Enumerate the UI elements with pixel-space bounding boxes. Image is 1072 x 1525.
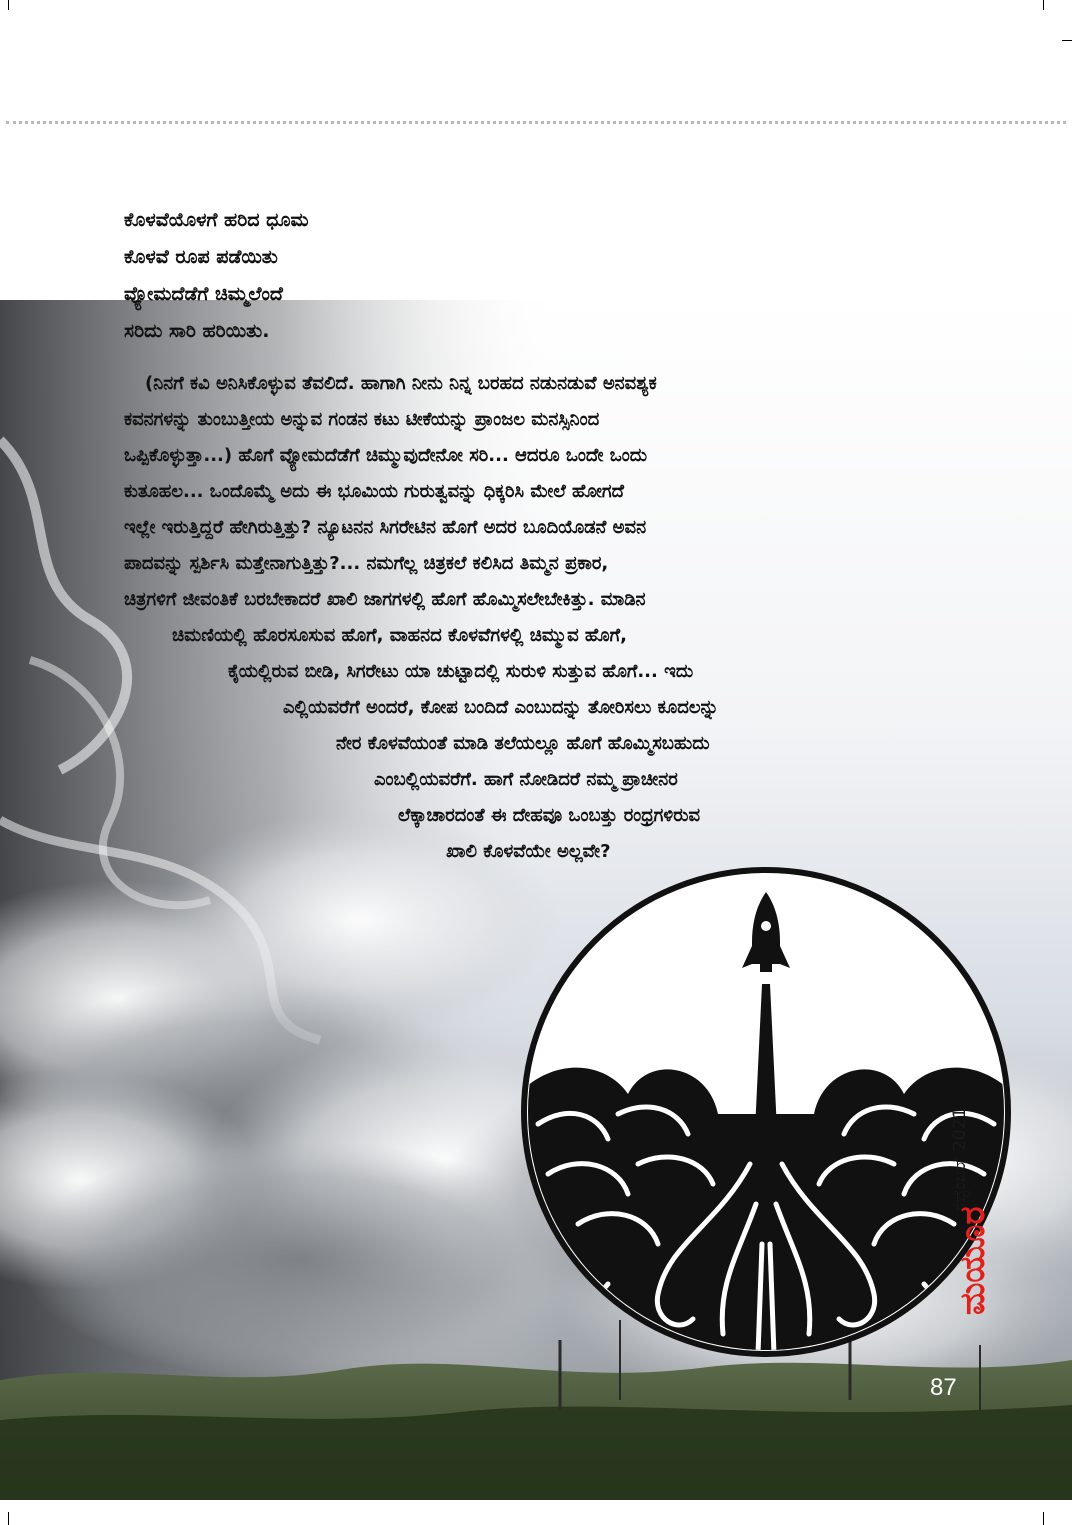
poem-line: ಕೊಳವೆಯೊಳಗೆ ಹರಿದ ಧೂಮ [124, 209, 309, 231]
poem-line: ಕೊಳವೆ ರೂಪ ಪಡೆಯಿತು [124, 246, 278, 268]
prose-line: ಚಿಮಣಿಯಲ್ಲಿ ಹೊರಸೂಸುವ ಹೊಗೆ, ವಾಹನದ ಕೊಳವೆಗಳಲ್ಲಿ ಚಿಮ್ಮುವ ಹೊಗೆ, [172, 625, 627, 646]
poem-line: ವ್ಯೋಮದೆಡೆಗೆ ಚಿಮ್ಮಲೆಂದೆ [124, 283, 283, 305]
magazine-logo: ಮಯೂರ [953, 1206, 993, 1315]
rocket-smoke-emblem [518, 864, 1014, 1360]
prose-line: ಕವನಗಳನ್ನು ತುಂಬುತ್ತೀಯ ಅನ್ನುವ ಗಂಡನ ಕಟು ಟೀಕೆಯನ್ನು ಪ್ರಾಂಜಲ ಮನಸ್ಸಿನಿಂದ [124, 409, 600, 430]
prose-line: ಎಲ್ಲಿಯವರೆಗೆ ಅಂದರೆ, ಕೋಪ ಬಂದಿದೆ ಎಂಬುದನ್ನು ತೋರಿಸಲು ಕೂದಲನ್ನು [283, 697, 719, 718]
prose-line: ಎಂಬಲ್ಲಿಯವರೆಗೆ. ಹಾಗೆ ನೋಡಿದರೆ ನಮ್ಮ ಪ್ರಾಚೀನರ [374, 769, 678, 790]
dotted-divider [6, 121, 1066, 124]
issue-date: ಸೆಪ್ಟೆಂಬರ್ 2021 [950, 1107, 970, 1213]
crop-mark-bottom-right [1043, 1512, 1044, 1525]
crop-mark-top-left [8, 0, 9, 10]
crop-mark-right [1062, 40, 1072, 41]
prose-line: ಒಪ್ಪಿಕೊಳ್ಳುತ್ತಾ...) ಹೊಗೆ ವ್ಯೋಮದೆಡೆಗೆ ಚಿಮ್ಮುವುದೇನೋ ಸರಿ... ಆದರೂ ಒಂದೇ ಒಂದು [124, 445, 648, 466]
prose-line: (ನಿನಗೆ ಕವಿ ಅನಿಸಿಕೊಳ್ಳುವ ತೆವಲಿದೆ. ಹಾಗಾಗಿ ನೀನು ನಿನ್ನ ಬರಹದ ನಡುನಡುವೆ ಅನವಶ್ಯಕ [145, 373, 657, 394]
prose-line: ಪಾದವನ್ನು ಸ್ಪರ್ಶಿಸಿ ಮತ್ತೇನಾಗುತ್ತಿತ್ತು?... ನಮಗೆಲ್ಲ ಚಿತ್ರಕಲೆ ಕಲಿಸಿದ ತಿಮ್ಮನ ಪ್ರಕಾರ, [124, 553, 609, 574]
poem [124, 202, 624, 350]
crop-mark-bottom-left [8, 1512, 9, 1525]
poem-line: ಸರಿದು ಸಾರಿ ಹರಿಯಿತು. [124, 320, 270, 342]
prose-line: ಕೈಯಲ್ಲಿರುವ ಬೀಡಿ, ಸಿಗರೇಟು ಯಾ ಚುಟ್ಟಾದಲ್ಲಿ ಸುರುಳಿ ಸುತ್ತುವ ಹೊಗೆ... ಇದು [228, 661, 694, 682]
crop-mark-top-right [1043, 0, 1044, 10]
prose-line: ಚಿತ್ರಗಳಿಗೆ ಜೀವಂತಿಕೆ ಬರಬೇಕಾದರೆ ಖಾಲಿ ಜಾಗಗಳಲ್ಲಿ ಹೊಗೆ ಹೊಮ್ಮಿಸಲೇಬೇಕಿತ್ತು. ಮಾಡಿನ [124, 589, 646, 610]
prose-line: ನೇರ ಕೊಳವೆಯಂತೆ ಮಾಡಿ ತಲೆಯಲ್ಲೂ ಹೊಗೆ ಹೊಮ್ಮಿಸಬಹುದು [336, 733, 710, 754]
prose-paragraph [0, 366, 1072, 886]
prose-line: ಖಾಲಿ ಕೊಳವೆಯೇ ಅಲ್ಲವೇ? [446, 841, 611, 862]
prose-line: ಲೆಕ್ಕಾಚಾರದಂತೆ ಈ ದೇಹವೂ ಒಂಬತ್ತು ರಂಧ್ರಗಳಿರುವ [398, 805, 700, 826]
prose-line: ಇಲ್ಲೇ ಇರುತ್ತಿದ್ದರೆ ಹೇಗಿರುತ್ತಿತ್ತು? ನ್ಯೂಟನನ ಸಿಗರೇಟಿನ ಹೊಗೆ ಅದರ ಬೂದಿಯೊಡನೆ ಅವನ [124, 517, 647, 538]
prose-line: ಕುತೂಹಲ... ಒಂದೊಮ್ಮೆ ಅದು ಈ ಭೂಮಿಯ ಗುರುತ್ವವನ್ನು ಧಿಕ್ಕರಿಸಿ ಮೇಲೆ ಹೋಗದೆ [124, 481, 624, 502]
page-number: 87 [930, 1374, 957, 1401]
